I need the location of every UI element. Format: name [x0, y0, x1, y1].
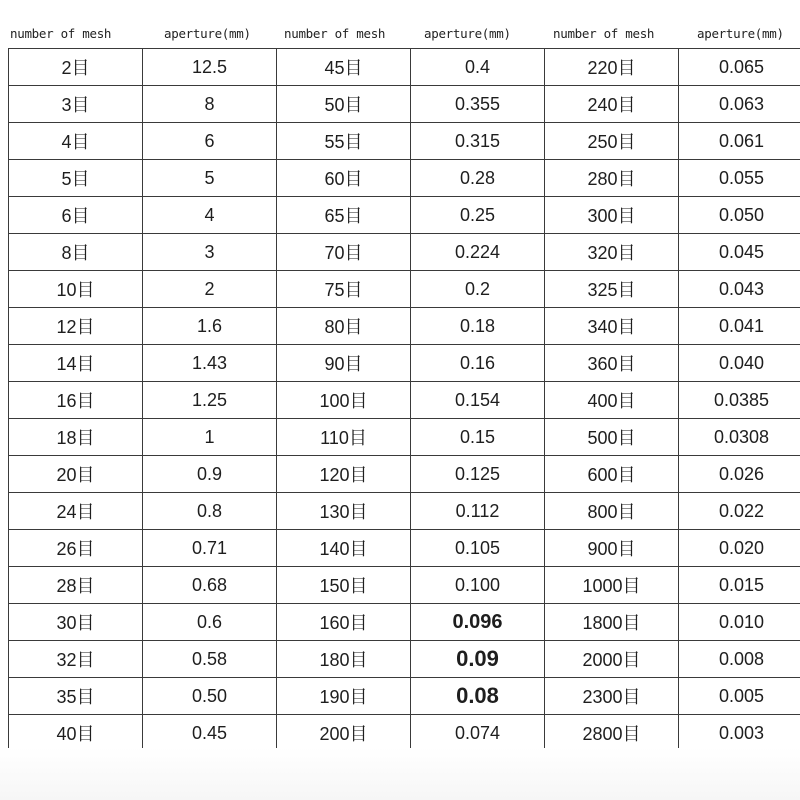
aperture-cell: 0.45	[143, 715, 277, 752]
aperture-cell: 0.15	[411, 419, 545, 456]
aperture-cell: 0.003	[679, 715, 800, 752]
mesh-cell: 16目	[9, 382, 143, 419]
table-row	[9, 197, 800, 234]
aperture-cell: 1.43	[143, 345, 277, 382]
mesh-cell: 280目	[545, 160, 679, 197]
mesh-cell: 2300目	[545, 678, 679, 715]
table-row	[9, 345, 800, 382]
aperture-cell: 6	[143, 123, 277, 160]
mesh-cell: 100目	[277, 382, 411, 419]
aperture-cell: 0.074	[411, 715, 545, 752]
aperture-cell: 0.68	[143, 567, 277, 604]
mesh-cell: 500目	[545, 419, 679, 456]
aperture-cell: 0.050	[679, 197, 800, 234]
aperture-cell: 0.154	[411, 382, 545, 419]
aperture-cell: 0.040	[679, 345, 800, 382]
aperture-cell: 0.063	[679, 86, 800, 123]
aperture-cell: 4	[143, 197, 277, 234]
mesh-cell: 70目	[277, 234, 411, 271]
mesh-cell: 20目	[9, 456, 143, 493]
aperture-cell: 0.055	[679, 160, 800, 197]
table-row	[9, 160, 800, 197]
aperture-cell: 0.112	[411, 493, 545, 530]
aperture-cell: 0.2	[411, 271, 545, 308]
mesh-cell: 360目	[545, 345, 679, 382]
header-row	[0, 24, 800, 48]
mesh-cell: 1800目	[545, 604, 679, 641]
mesh-cell: 24目	[9, 493, 143, 530]
mesh-cell: 320目	[545, 234, 679, 271]
table-row	[9, 49, 800, 86]
table-row	[9, 641, 800, 678]
mesh-cell: 300目	[545, 197, 679, 234]
mesh-cell: 2800目	[545, 715, 679, 752]
aperture-cell: 0.25	[411, 197, 545, 234]
table-row	[9, 493, 800, 530]
table-row	[9, 567, 800, 604]
aperture-cell: 1.6	[143, 308, 277, 345]
mesh-cell: 180目	[277, 641, 411, 678]
header-mesh-col-3: number of mesh	[553, 26, 655, 41]
mesh-cell: 190目	[277, 678, 411, 715]
aperture-cell: 0.355	[411, 86, 545, 123]
header-aperture-col-1: aperture(mm)	[164, 26, 251, 41]
aperture-cell: 0.18	[411, 308, 545, 345]
mesh-cell: 30目	[9, 604, 143, 641]
mesh-cell: 325目	[545, 271, 679, 308]
aperture-cell: 0.125	[411, 456, 545, 493]
aperture-cell: 0.061	[679, 123, 800, 160]
mesh-cell: 800目	[545, 493, 679, 530]
mesh-cell: 65目	[277, 197, 411, 234]
table-row	[9, 123, 800, 160]
aperture-cell: 0.008	[679, 641, 800, 678]
mesh-cell: 80目	[277, 308, 411, 345]
aperture-cell: 0.105	[411, 530, 545, 567]
table-row	[9, 530, 800, 567]
mesh-cell: 3目	[9, 86, 143, 123]
mesh-cell: 55目	[277, 123, 411, 160]
mesh-cell: 5目	[9, 160, 143, 197]
mesh-cell: 220目	[545, 49, 679, 86]
table-row	[9, 419, 800, 456]
aperture-cell: 0.0308	[679, 419, 800, 456]
mesh-cell: 120目	[277, 456, 411, 493]
mesh-cell: 140目	[277, 530, 411, 567]
aperture-cell: 2	[143, 271, 277, 308]
mesh-cell: 6目	[9, 197, 143, 234]
mesh-cell: 14目	[9, 345, 143, 382]
aperture-cell: 0.043	[679, 271, 800, 308]
aperture-cell: 0.096	[411, 604, 545, 641]
aperture-cell: 0.4	[411, 49, 545, 86]
table-row	[9, 715, 800, 752]
mesh-cell: 340目	[545, 308, 679, 345]
header-aperture-col-3: aperture(mm)	[697, 26, 784, 41]
mesh-cell: 110目	[277, 419, 411, 456]
aperture-cell: 0.9	[143, 456, 277, 493]
aperture-cell: 0.0385	[679, 382, 800, 419]
mesh-cell: 26目	[9, 530, 143, 567]
table-row	[9, 234, 800, 271]
aperture-cell: 0.6	[143, 604, 277, 641]
mesh-cell: 40目	[9, 715, 143, 752]
table-row	[9, 86, 800, 123]
mesh-cell: 900目	[545, 530, 679, 567]
mesh-cell: 130目	[277, 493, 411, 530]
header-aperture-col-2: aperture(mm)	[424, 26, 511, 41]
table-row	[9, 382, 800, 419]
mesh-cell: 150目	[277, 567, 411, 604]
mesh-cell: 400目	[545, 382, 679, 419]
aperture-cell: 0.8	[143, 493, 277, 530]
mesh-aperture-table	[8, 48, 800, 752]
aperture-cell: 12.5	[143, 49, 277, 86]
aperture-cell: 0.16	[411, 345, 545, 382]
mesh-cell: 2目	[9, 49, 143, 86]
aperture-cell: 0.08	[411, 678, 545, 715]
header-mesh-col-1: number of mesh	[10, 26, 112, 41]
table-row	[9, 308, 800, 345]
table-body	[9, 49, 800, 752]
aperture-cell: 0.005	[679, 678, 800, 715]
aperture-cell: 0.224	[411, 234, 545, 271]
mesh-cell: 12目	[9, 308, 143, 345]
aperture-cell: 0.100	[411, 567, 545, 604]
mesh-cell: 600目	[545, 456, 679, 493]
aperture-cell: 0.010	[679, 604, 800, 641]
table-row	[9, 604, 800, 641]
mesh-cell: 32目	[9, 641, 143, 678]
mesh-cell: 4目	[9, 123, 143, 160]
mesh-cell: 18目	[9, 419, 143, 456]
aperture-cell: 8	[143, 86, 277, 123]
mesh-cell: 200目	[277, 715, 411, 752]
mesh-cell: 75目	[277, 271, 411, 308]
aperture-cell: 0.09	[411, 641, 545, 678]
mesh-cell: 2000目	[545, 641, 679, 678]
aperture-cell: 0.026	[679, 456, 800, 493]
aperture-cell: 0.045	[679, 234, 800, 271]
aperture-cell: 0.50	[143, 678, 277, 715]
table-row	[9, 456, 800, 493]
mesh-cell: 90目	[277, 345, 411, 382]
aperture-cell: 0.015	[679, 567, 800, 604]
aperture-cell: 0.041	[679, 308, 800, 345]
mesh-cell: 10目	[9, 271, 143, 308]
mesh-cell: 45目	[277, 49, 411, 86]
header-mesh-col-2: number of mesh	[284, 26, 386, 41]
table-row	[9, 271, 800, 308]
aperture-cell: 0.58	[143, 641, 277, 678]
mesh-cell: 250目	[545, 123, 679, 160]
mesh-cell: 8目	[9, 234, 143, 271]
aperture-cell: 0.28	[411, 160, 545, 197]
aperture-cell: 0.315	[411, 123, 545, 160]
mesh-cell: 1000目	[545, 567, 679, 604]
mesh-cell: 240目	[545, 86, 679, 123]
aperture-cell: 1.25	[143, 382, 277, 419]
aperture-cell: 5	[143, 160, 277, 197]
aperture-cell: 0.71	[143, 530, 277, 567]
mesh-cell: 160目	[277, 604, 411, 641]
aperture-cell: 0.020	[679, 530, 800, 567]
mesh-cell: 60目	[277, 160, 411, 197]
page-bottom-margin	[0, 748, 800, 800]
aperture-cell: 1	[143, 419, 277, 456]
aperture-cell: 3	[143, 234, 277, 271]
mesh-cell: 50目	[277, 86, 411, 123]
table-row	[9, 678, 800, 715]
mesh-cell: 28目	[9, 567, 143, 604]
aperture-cell: 0.022	[679, 493, 800, 530]
aperture-cell: 0.065	[679, 49, 800, 86]
mesh-cell: 35目	[9, 678, 143, 715]
